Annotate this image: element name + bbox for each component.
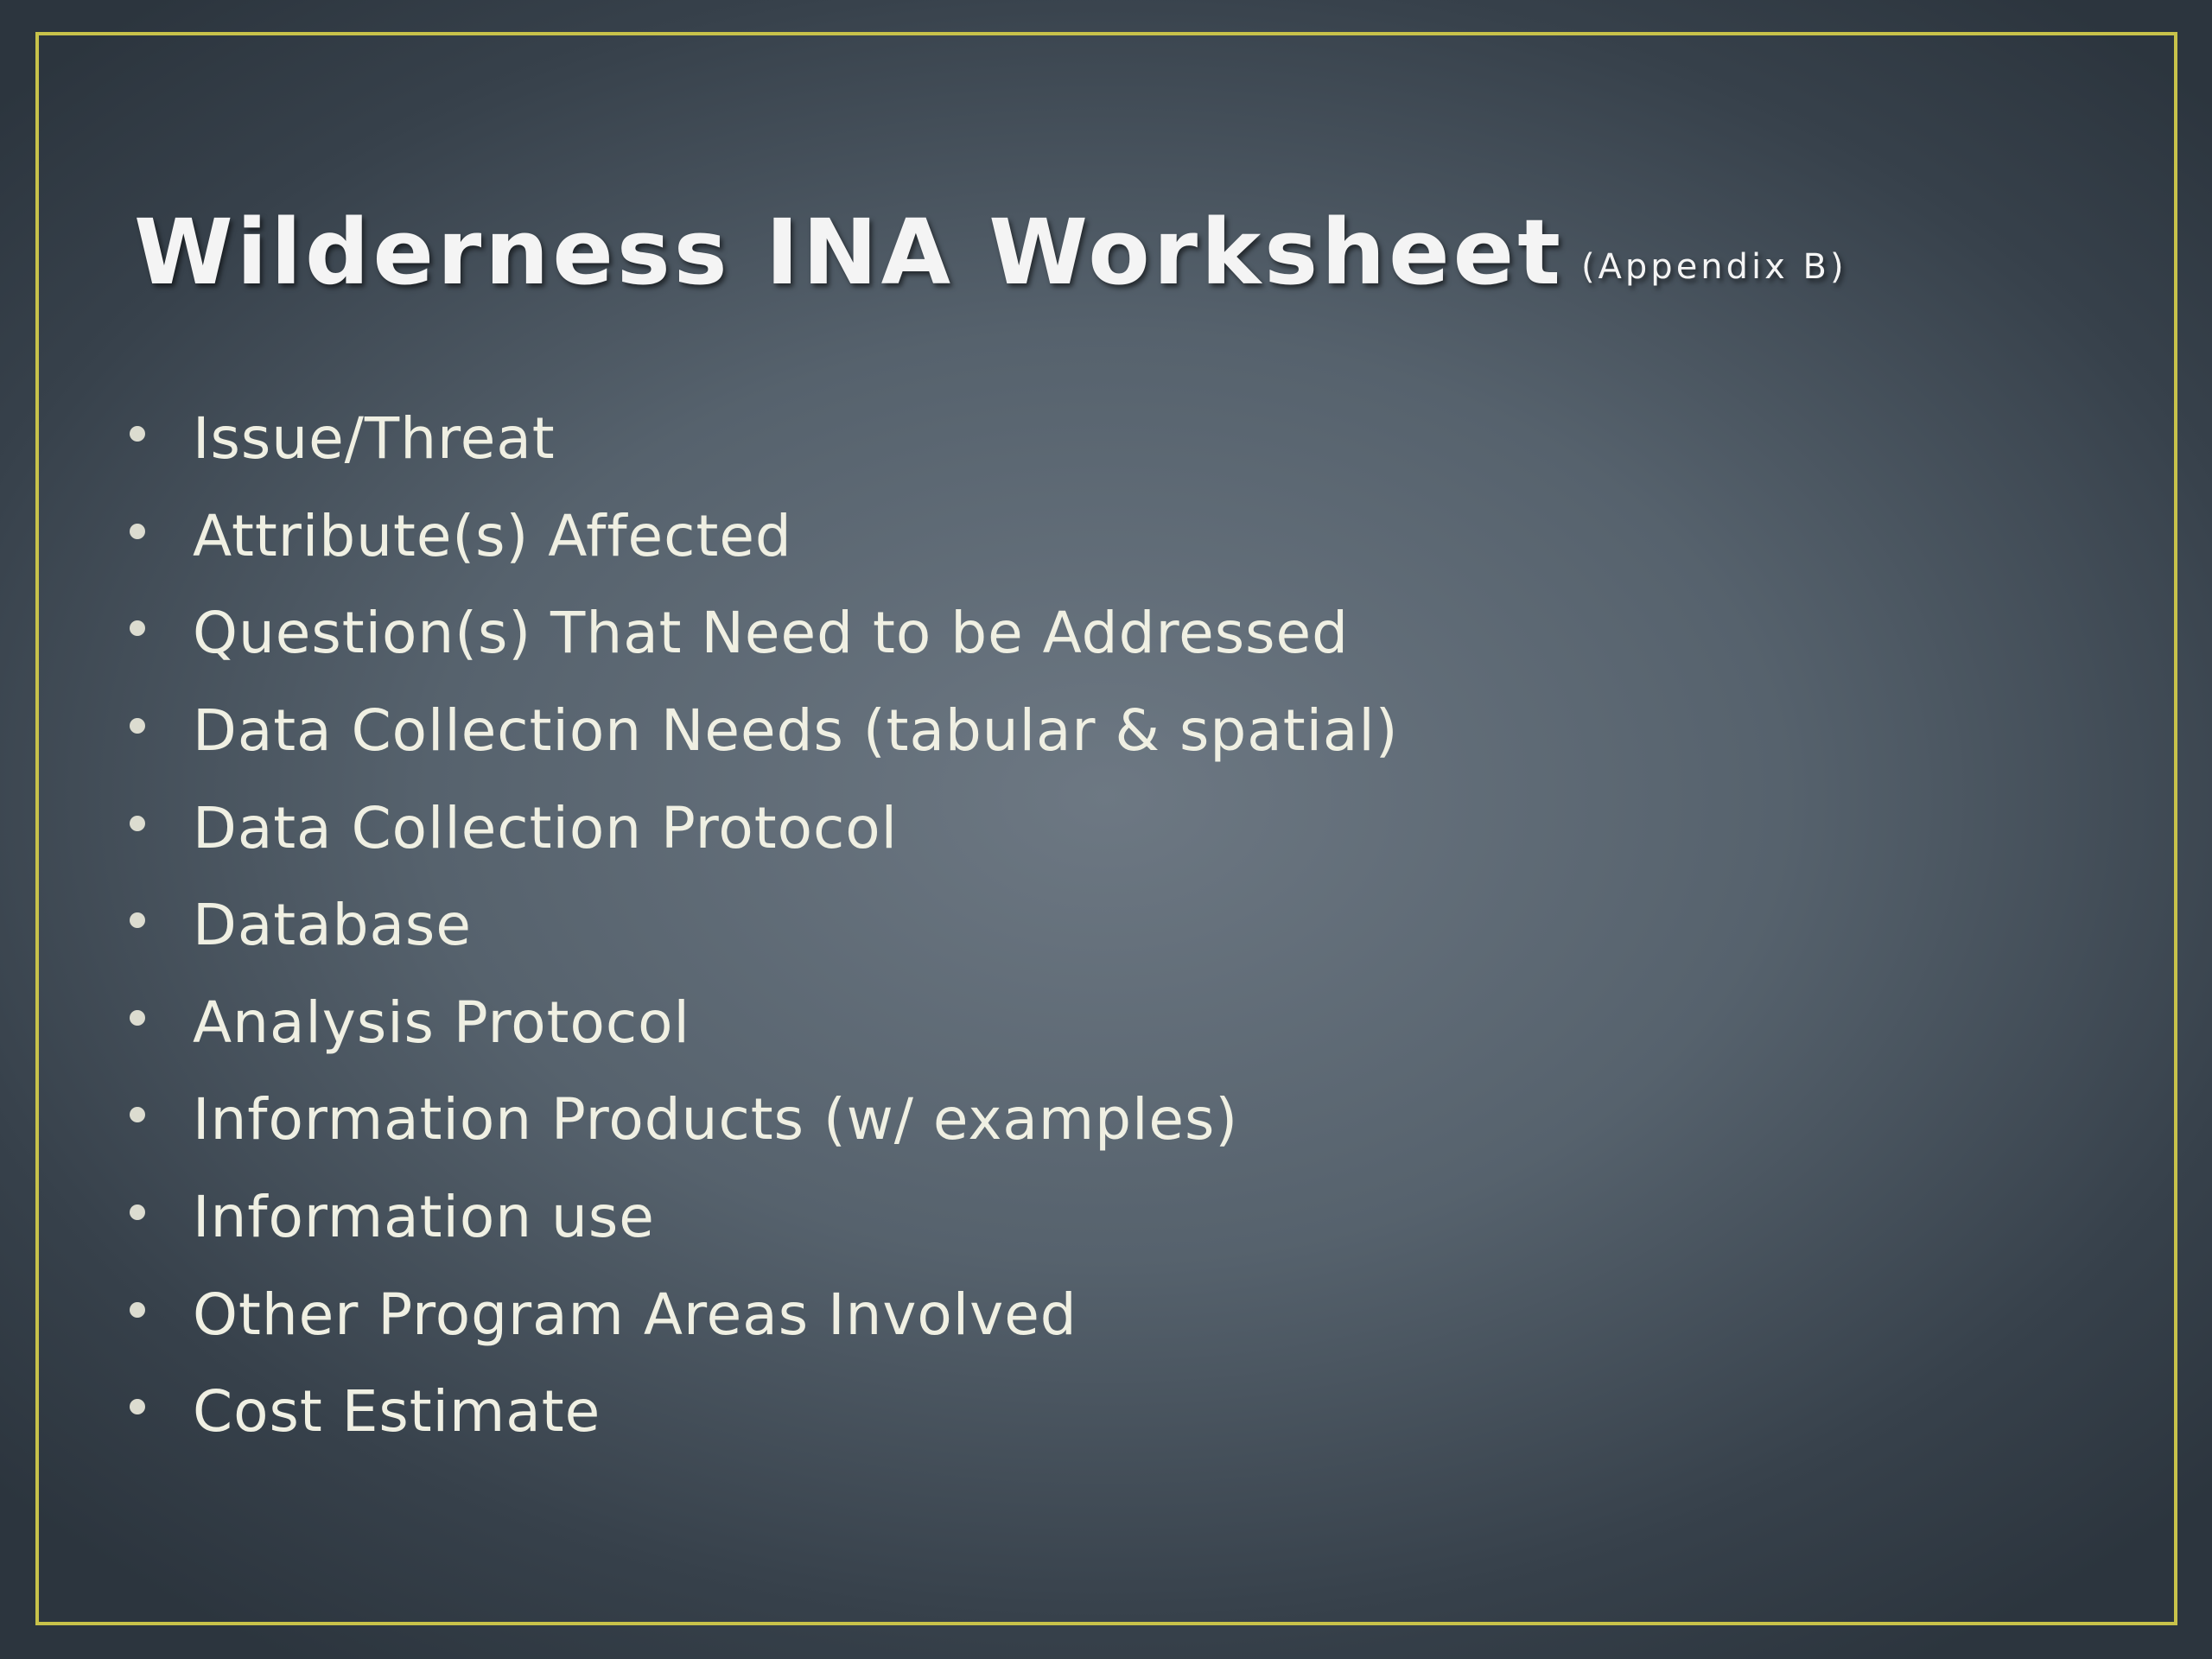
bullet-dot-icon — [130, 1010, 145, 1026]
bullet-item — [130, 1363, 1398, 1461]
bullet-item — [130, 877, 1398, 975]
bullet-text: Database — [193, 892, 472, 959]
bullet-item — [130, 1169, 1398, 1267]
bullet-text: Attribute(s) Affected — [193, 502, 792, 569]
bullet-text: Data Collection Protocol — [193, 794, 898, 861]
bullet-item — [130, 1266, 1398, 1363]
slide-title-text: Wilderness INA Worksheet — [134, 200, 1564, 305]
bullet-item — [130, 488, 1398, 586]
bullet-dot-icon — [130, 1302, 145, 1318]
bullet-dot-icon — [130, 718, 145, 734]
bullet-item — [130, 683, 1398, 780]
bullet-dot-icon — [130, 816, 145, 831]
bullet-text: Information use — [193, 1184, 655, 1251]
bullet-item — [130, 391, 1398, 488]
bullet-dot-icon — [130, 620, 145, 636]
bullet-dot-icon — [130, 426, 145, 442]
bullet-text: Information Products (w/ examples) — [193, 1086, 1239, 1154]
bullet-dot-icon — [130, 912, 145, 928]
bullet-dot-icon — [130, 1205, 145, 1220]
bullet-text: Question(s) That Need to be Addressed — [193, 600, 1350, 667]
slide-subtitle: (Appendix B) — [1580, 247, 1847, 287]
bullet-text: Other Program Areas Involved — [193, 1281, 1077, 1348]
bullet-text: Data Collection Needs (tabular & spatial) — [193, 697, 1399, 765]
bullet-dot-icon — [130, 524, 145, 539]
bullet-item — [130, 1071, 1398, 1169]
slide-title — [134, 200, 1847, 305]
bullet-item — [130, 779, 1398, 877]
bullet-text: Analysis Protocol — [193, 988, 690, 1056]
bullet-item — [130, 975, 1398, 1072]
bullet-text: Cost Estimate — [193, 1378, 601, 1446]
bullet-text: Issue/Threat — [193, 405, 556, 473]
bullet-dot-icon — [130, 1399, 145, 1414]
bullet-list — [130, 391, 1398, 1461]
bullet-item — [130, 585, 1398, 683]
bullet-dot-icon — [130, 1107, 145, 1122]
